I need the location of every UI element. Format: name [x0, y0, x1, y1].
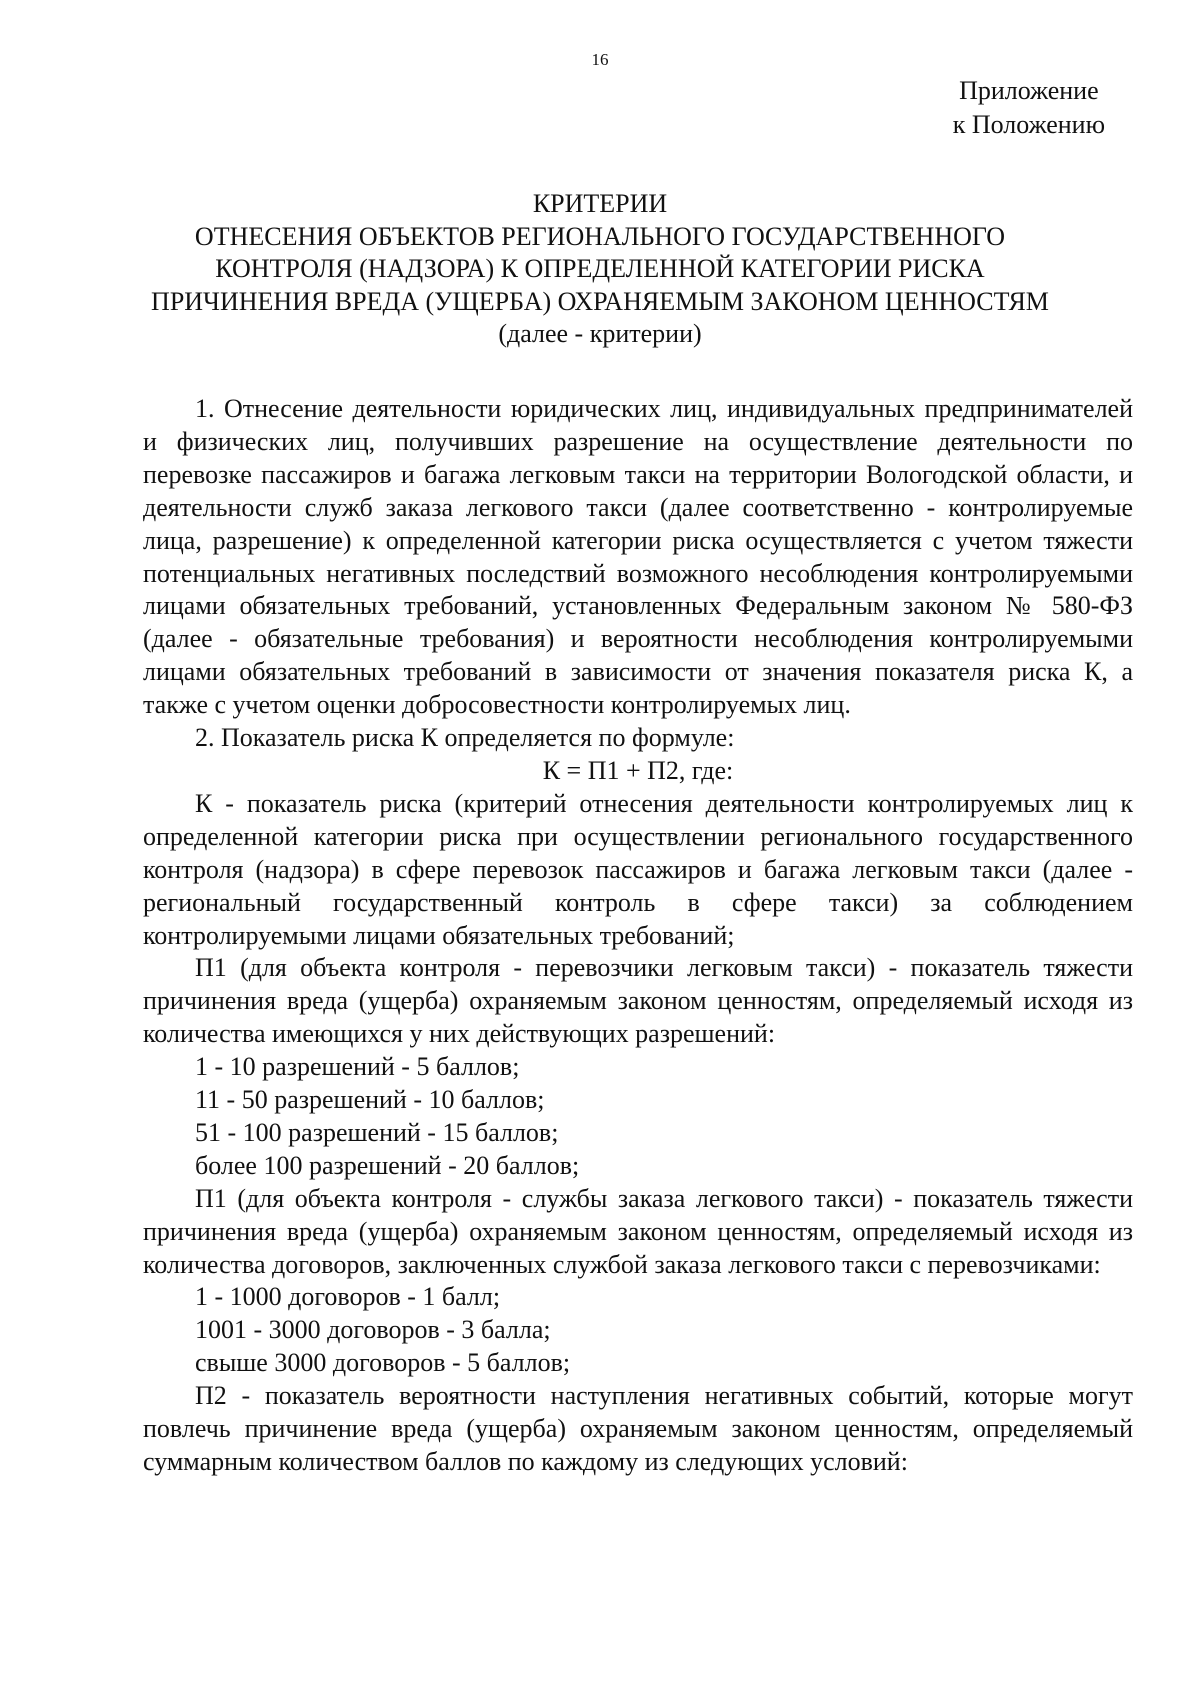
list-item: свыше 3000 договоров - 5 баллов; [195, 1348, 571, 1378]
appendix-line-2: к Положению [952, 110, 1105, 139]
title-line-5: (далее - критерии) [498, 319, 702, 348]
k-definition: К - показатель риска (критерий отнесения деятельности контролируемых лиц к определенной категории риска при осуществлении регионального государственного контроля (надзора) в сфере перевозок пассажиров и багажа легковым такси (далее - региональный государственный контроль в сфере такси) за соблюдением контролируемыми лицами обязательных требований; [143, 788, 1133, 950]
p2-definition: П2 - показатель вероятности наступления негативных событий, которые могут повлечь причинение вреда (ущерба) охраняемым законом ценностям, определяемый суммарным количеством баллов по каждому из следующих условий: [143, 1381, 1133, 1476]
title-line-3: КОНТРОЛЯ (НАДЗОРА) К ОПРЕДЕЛЕННОЙ КАТЕГОРИИ РИСКА [215, 254, 985, 283]
page-number: 16 [591, 50, 609, 69]
title-line-4: ПРИЧИНЕНИЯ ВРЕДА (УЩЕРБА) ОХРАНЯЕМЫМ ЗАКОНОМ ЦЕННОСТЯМ [151, 286, 1049, 316]
title-line-2: ОТНЕСЕНИЯ ОБЪЕКТОВ РЕГИОНАЛЬНОГО ГОСУДАРСТВЕННОГО [194, 221, 1006, 251]
appendix-line-1: Приложение [959, 76, 1099, 105]
paragraph-2: 2. Показатель риска К определяется по формуле: [195, 723, 735, 753]
document-body [143, 393, 1133, 1479]
list-item: 51 - 100 разрешений - 15 баллов; [195, 1117, 559, 1147]
document-title [100, 188, 1100, 351]
list-item: 1 - 1000 договоров - 1 балл; [195, 1282, 501, 1312]
list-item: 1001 - 3000 договоров - 3 балла; [195, 1315, 551, 1345]
p1-carriers-definition: П1 (для объекта контроля - перевозчики легковым такси) - показатель тяжести причинения вреда (ущерба) охраняемым законом ценностям, определяемый исходя из количества имеющихся у них действующих разрешений: [143, 953, 1133, 1049]
appendix-note [953, 74, 1105, 142]
p1-services-definition: П1 (для объекта контроля - службы заказа легкового такси) - показатель тяжести причинения вреда (ущерба) охраняемым законом ценностям, определяемый исходя из количества договоров, заключенных службой заказа легкового такси с перевозчиками: [143, 1183, 1133, 1279]
paragraph-1: 1. Отнесение деятельности юридических лиц, индивидуальных предпринимателей и физических лиц, получивших разрешение на осуществление деятельности по перевозке пассажиров и багажа легковым такси на территории Вологодской области, и деятельности служб заказа легкового такси (далее соответственно - контролируемые лица, разрешение) к определенной категории риска осуществляется с учетом тяжести потенциальных негативных последствий возможного несоблюдения контролируемыми лицами обязательных требований, установленных Федеральным законом № 580-ФЗ (далее - обязательные требования) и вероятности несоблюдения контролируемыми лицами обязательных требований в зависимости от значения показателя риска К, а также с учетом оценки добросовестности контролируемых лиц. [143, 394, 1133, 720]
title-line-1: КРИТЕРИИ [532, 189, 668, 218]
list-item: 1 - 10 разрешений - 5 баллов; [195, 1052, 520, 1082]
risk-formula: К = П1 + П2, где: [542, 755, 734, 785]
list-item: более 100 разрешений - 20 баллов; [195, 1150, 580, 1180]
list-item: 11 - 50 разрешений - 10 баллов; [195, 1085, 545, 1115]
